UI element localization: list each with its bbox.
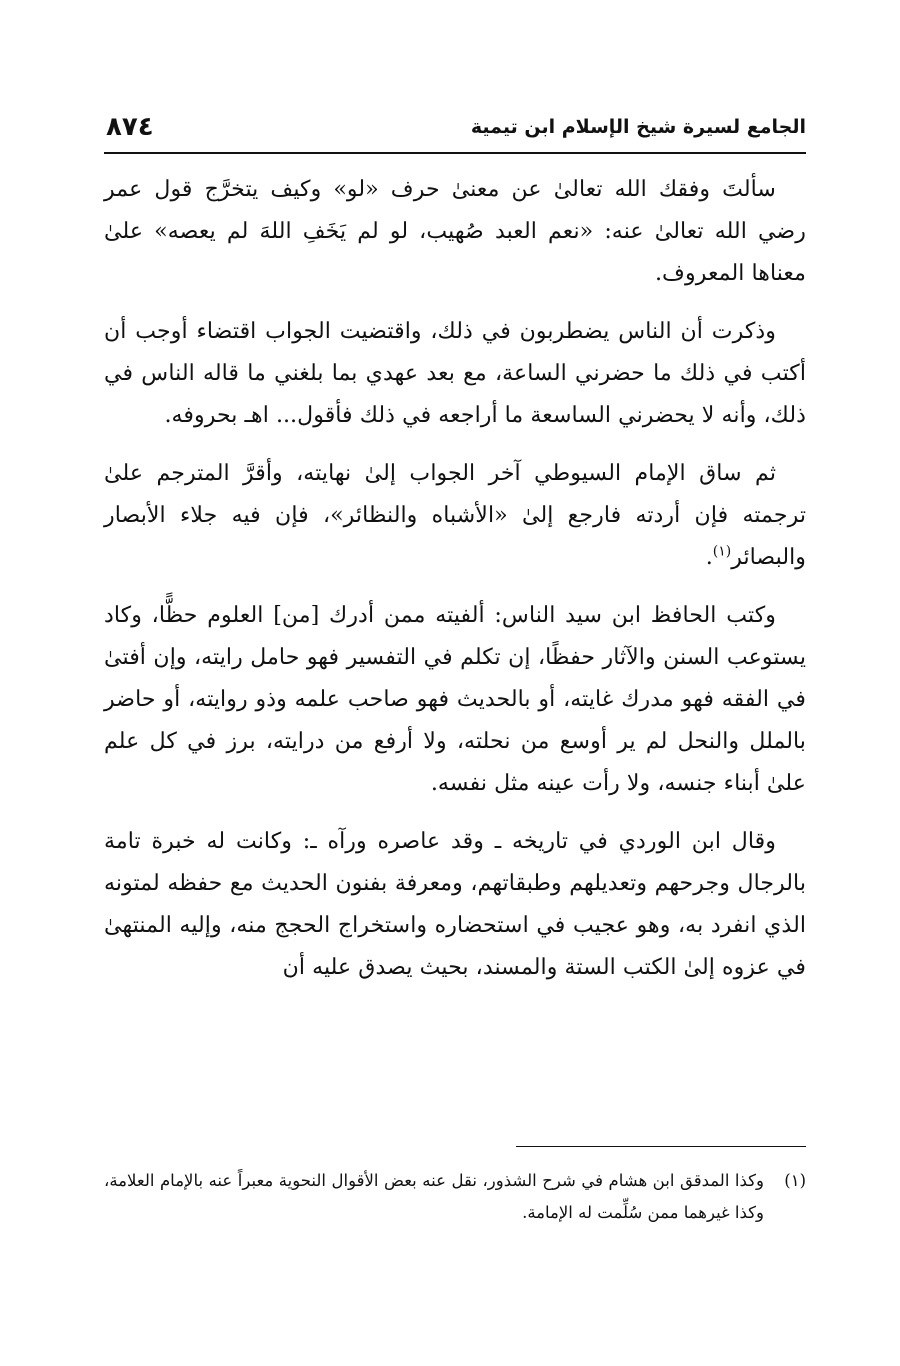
paragraph: وذكرت أن الناس يضطربون في ذلك، واقتضيت الجواب اقتضاء أوجب أن أكتب في ذلك ما حضرني الساعة، مع بعد عهدي بما بلغني ما قاله الناس في ذلك، وأنه لا يحضرني الساسعة ما أراجعه في ذلك فأقول... اهـ بحروفه. [104,318,806,428]
paragraph: وكتب الحافظ ابن سيد الناس: ألفيته ممن أدرك [من] العلوم حظًّا، وكاد يستوعب السنن والآثار حفظًا، إن تكلم في التفسير فهو حامل رايته، وإن أفتىٰ في الفقه فهو مدرك غايته، أو بالحديث فهو صاحب علمه وذو روايته، أو حاضر بالملل والنحل لم ير أوسع من نحلته، ولا أرفع من درايته، برز في كل علم علىٰ أبناء جنسه، ولا رأت عينه مثل نفسه. [104,602,806,796]
footnote [104,1165,806,1229]
footnote-marker: (١) [784,1171,806,1190]
running-title: الجامع لسيرة شيخ الإسلام ابن تيمية [470,116,806,138]
footnote-text: وكذا المدقق ابن هشام في شرح الشذور، نقل عنه بعض الأقوال النحوية معبراً عنه بالإمام العلامة، وكذا غيرهما ممن سُلِّمت له الإمامة. [104,1171,764,1222]
paragraph: وقال ابن الوردي في تاريخه ـ وقد عاصره ورآه ـ: وكانت له خبرة تامة بالرجال وجرحهم وتعديلهم وطبقاتهم، ومعرفة بفنون الحديث مع حفظه لمتونه الذي انفرد به، وهو عجيب في استحضاره واستخراج الحجج منه، وإليه المنتهىٰ في عزوه إلىٰ الكتب الستة والمسند، بحيث يصدق عليه أن [104,828,806,980]
footnote-divider [516,1146,806,1147]
paragraph-end: . [705,544,713,570]
running-header [104,108,806,154]
paragraph-text: ثم ساق الإمام السيوطي آخر الجواب إلىٰ نهايته، وأقرَّ المترجم علىٰ ترجمته فإن أردته فارجع إلىٰ «الأشباه والنظائر»، فإن فيه جلاء الأبصار والبصائر [104,460,806,570]
footnotes [104,1146,806,1229]
book-page [104,108,806,1288]
paragraph [104,452,806,578]
page-number: ٨٧٤ [106,112,154,142]
paragraph: سألتَ وفقك الله تعالىٰ عن معنىٰ حرف «لو» وكيف يتخرَّج قول عمر رضي الله تعالىٰ عنه: «نعم العبد صُهيب، لو لم يَخَفِ اللهَ لم يعصه» علىٰ معناها المعروف. [104,176,806,286]
footnote-reference[interactable]: (١) [712,543,732,560]
body-text [104,168,806,988]
